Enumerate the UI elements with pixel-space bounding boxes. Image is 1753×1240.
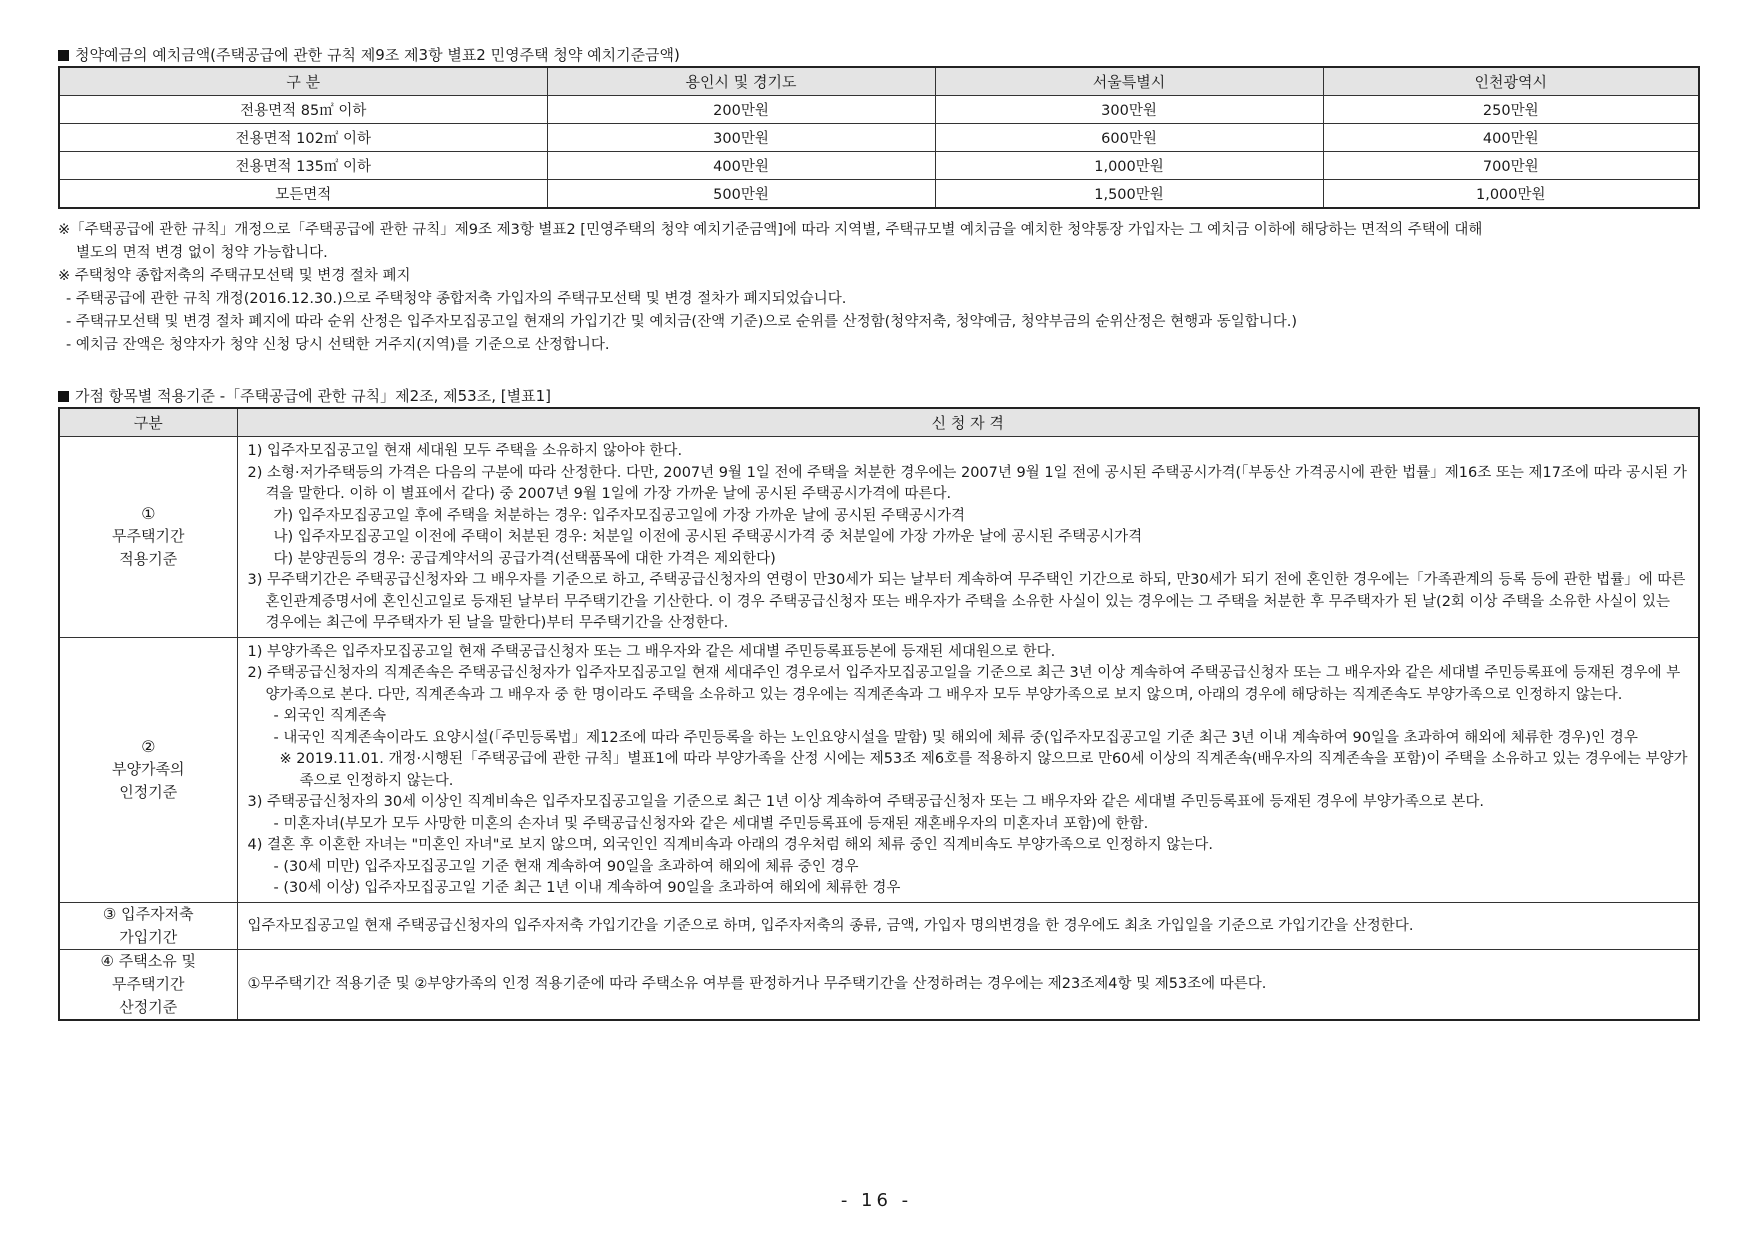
category-label: 무주택기간 (112, 974, 185, 993)
criteria-section-title: 가점 항목별 적용기준 -「주택공급에 관한 규칙」제2조, 제53조, [별표1] (58, 385, 1700, 407)
category-cell (59, 437, 237, 638)
criteria-table (58, 407, 1700, 1021)
table-cell: 1,500만원 (935, 180, 1323, 209)
criteria-line: 가) 입주자모집공고일 후에 주택을 처분하는 경우: 입주자모집공고일에 가장 가까운 날에 공시된 주택공시가격 (273, 507, 966, 524)
table-cell: 300만원 (547, 124, 935, 152)
page-number: - 16 - (840, 1190, 913, 1211)
table-header-row (59, 408, 1699, 437)
table-header-row (59, 67, 1699, 96)
table-cell: 250만원 (1323, 96, 1699, 124)
category-label: 인정기준 (119, 783, 178, 801)
category-cell (59, 637, 237, 902)
table-header-cell: 구분 (59, 408, 237, 437)
table-row (59, 180, 1699, 209)
criteria-line: - 외국인 직계존속 (273, 708, 386, 724)
category-label: 가입기간 (119, 927, 178, 946)
table-cell: 500만원 (547, 180, 935, 209)
category-label: 무주택기간 (112, 527, 185, 546)
criteria-line: 3) 무주택기간은 주택공급신청자와 그 배우자를 기준으로 하고, 주택공급신청자의 연령이 만30세가 되는 날부터 계속하여 무주택인 기간으로 하되, 만30세가 되기 전에 혼인한 경우에는「가족관계의 등록 등에 관한 법률」에 따른 혼인관계증명서에 혼인신고일로 등재된 날부터 무주택기간을 기산한다. 이 경우 주택공급신청자 또는 배우자가 주택을 소유한 사실이 있는 경우에는 그 주택을 처분한 후 무주택자가 된 날(2회 이상 주택을 소유한 사실이 있는 경우에는 최근에 무주택자가 된 날을 말한다)부터 무주택기간을 산정한다. (247, 572, 1686, 631)
criteria-line: ①무주택기간 적용기준 및 ②부양가족의 인정 적용기준에 따라 주택소유 여부를 판정하거나 무주택기간을 산정하려는 경우에는 제23조제4항 및 제53조에 따른다. (247, 976, 1267, 993)
category-label: 적용기준 (119, 550, 178, 569)
criteria-line: 3) 주택공급신청자의 30세 이상인 직계비속은 입주자모집공고일을 기준으로 최근 1년 이상 계속하여 주택공급신청자 또는 그 배우자와 같은 세대별 주민등록표에 등재된 경우에 부양가족으로 본다. (247, 794, 1484, 810)
category-label: ③ 입주자저축 (102, 904, 194, 923)
table-header-cell: 서울특별시 (935, 67, 1323, 96)
table-cell: 400만원 (1323, 124, 1699, 152)
table-row (59, 96, 1699, 124)
table-header-cell: 구 분 (59, 67, 547, 96)
table-cell: 1,000만원 (1323, 180, 1699, 209)
criteria-line: ※ 2019.11.01. 개정·시행된「주택공급에 관한 규칙」별표1에 따라 부양가족을 산정 시에는 제53조 제6호를 적용하지 않으므로 만60세 이상의 직계존속(배우자의 직계존속을 포함)이 주택을 소유하고 있는 경우에는 부양가족으로 인정하지 않는다. (279, 751, 1688, 789)
table-row (59, 152, 1699, 180)
criteria-line: - 미혼자녀(부모가 모두 사망한 미혼의 손자녀 및 주택공급신청자와 같은 세대별 주민등록표에 등재된 재혼배우자의 미혼자녀 포함)에 한함. (273, 815, 1149, 832)
note-line: - 주택규모선택 및 변경 절차 폐지에 따라 순위 산정은 입주자모집공고일 현재의 가입기간 및 예치금(잔액 기준)으로 순위를 산정함(청약저축, 청약예금, 청약부금의 순위산정은 현행과 동일합니다.) (66, 314, 1298, 330)
document-page (58, 44, 1700, 1021)
category-number: ② (141, 737, 156, 756)
category-label: 산정기준 (119, 997, 178, 1016)
criteria-cell (237, 637, 1699, 902)
table-cell: 모든면적 (59, 180, 547, 209)
category-label: 부양가족의 (112, 760, 185, 778)
table-row (59, 437, 1699, 638)
note-line: ※ 주택청약 종합저축의 주택규모선택 및 변경 절차 폐지 (58, 268, 411, 284)
criteria-line: 1) 부양가족은 입주자모집공고일 현재 주택공급신청자 또는 그 배우자와 같은 세대별 주민등록표등본에 등재된 세대원으로 한다. (247, 643, 1056, 660)
criteria-line: 4) 결혼 후 이혼한 자녀는 "미혼인 자녀"로 보지 않으며, 외국인인 직계비속과 아래의 경우처럼 해외 체류 중인 직계비속도 부양가족으로 인정하지 않는다. (247, 837, 1213, 853)
criteria-line: - 내국인 직계존속이라도 요양시설(「주민등록법」제12조에 따라 주민등록을 하는 노인요양시설을 말함) 및 해외에 체류 중(입주자모집공고일 기준 최근 3년 이내 계속하여 90일을 초과하여 해외에 체류한 경우)인 경우 (273, 729, 1638, 746)
square-bullet-icon (58, 391, 69, 402)
table-cell: 700만원 (1323, 152, 1699, 180)
criteria-line: 다) 분양권등의 경우: 공급계약서의 공급가격(선택품목에 대한 가격은 제외한다) (273, 550, 776, 567)
criteria-cell (237, 902, 1699, 949)
note-line: 별도의 면적 변경 없이 청약 가능합니다. (76, 245, 328, 261)
table-header-cell: 인천광역시 (1323, 67, 1699, 96)
criteria-line: - (30세 미만) 입주자모집공고일 기준 현재 계속하여 90일을 초과하여 해외에 체류 중인 경우 (273, 858, 859, 875)
square-bullet-icon (58, 50, 69, 61)
criteria-line: 2) 주택공급신청자의 직계존속은 주택공급신청자가 입주자모집공고일 현재 세대주인 경우로서 입주자모집공고일을 기준으로 최근 3년 이상 계속하여 주택공급신청자 또는 그 배우자와 같은 세대별 주민등록표에 등재된 경우에 부양가족으로 본다. 다만, 직계존속과 그 배우자 중 한 명이라도 주택을 소유하고 있는 경우에는 직계존속과 그 배우자 모두 부양가족으로 보지 않으며, 아래의 경우에 해당하는 직계존속도 부양가족으로 인정하지 않는다. (247, 665, 1681, 703)
criteria-line: - (30세 이상) 입주자모집공고일 기준 최근 1년 이내 계속하여 90일을 초과하여 해외에 체류한 경우 (273, 880, 901, 896)
table-row (59, 124, 1699, 152)
criteria-line: 1) 입주자모집공고일 현재 세대원 모두 주택을 소유하지 않아야 한다. (247, 443, 683, 459)
criteria-line: 입주자모집공고일 현재 주택공급신청자의 입주자저축 가입기간을 기준으로 하며, 입주자저축의 종류, 금액, 가입자 명의변경을 한 경우에도 최초 가입일을 기준으로 가입기간을 산정한다. (247, 917, 1414, 934)
table-row (59, 949, 1699, 1020)
table-row (59, 902, 1699, 949)
table-cell: 400만원 (547, 152, 935, 180)
criteria-line: 2) 소형·저가주택등의 가격은 다음의 구분에 따라 산정한다. 다만, 2007년 9월 1일 전에 주택을 처분한 경우에는 2007년 9월 1일 전에 공시된 주택공시가격(「부동산 가격공시에 관한 법률」제16조 또는 제17조에 따라 공시된 가격을 말한다. 이하 이 별표에서 같다) 중 2007년 9월 1일에 가장 가까운 날에 공시된 주택공시가격에 따른다. (247, 464, 1687, 502)
note-line: - 예치금 잔액은 청약자가 청약 신청 당시 선택한 거주지(지역)를 기준으로 산정합니다. (66, 337, 610, 353)
table-cell: 전용면적 85㎡ 이하 (59, 96, 547, 124)
criteria-cell (237, 949, 1699, 1020)
category-label: ④ 주택소유 및 (100, 951, 196, 970)
category-number: ① (141, 504, 156, 524)
criteria-line: 나) 입주자모집공고일 이전에 주택이 처분된 경우: 처분일 이전에 공시된 주택공시가격 중 처분일에 가장 가까운 날에 공시된 주택공시가격 (273, 529, 1143, 545)
table-row (59, 637, 1699, 902)
table-cell: 1,000만원 (935, 152, 1323, 180)
deposit-table (58, 66, 1700, 209)
table-header-cell: 신 청 자 격 (237, 408, 1699, 437)
category-cell (59, 902, 237, 949)
table-cell: 600만원 (935, 124, 1323, 152)
deposit-section-title: 청약예금의 예치금액(주택공급에 관한 규칙 제9조 제3항 별표2 민영주택 청약 예치기준금액) (58, 44, 1700, 66)
table-cell: 300만원 (935, 96, 1323, 124)
note-line: ※「주택공급에 관한 규칙」개정으로「주택공급에 관한 규칙」제9조 제3항 별표2 [민영주택의 청약 예치기준금액]에 따라 지역별, 주택규모별 예치금을 예치한 청약통장 가입자는 그 예치금 이하에 해당하는 면적의 주택에 대해 (58, 222, 1483, 238)
table-cell: 전용면적 135㎡ 이하 (59, 152, 547, 180)
table-cell: 200만원 (547, 96, 935, 124)
table-cell: 전용면적 102㎡ 이하 (59, 124, 547, 152)
deposit-notes (58, 219, 1700, 357)
category-cell (59, 949, 237, 1020)
table-header-cell: 용인시 및 경기도 (547, 67, 935, 96)
criteria-cell (237, 437, 1699, 638)
note-line: - 주택공급에 관한 규칙 개정(2016.12.30.)으로 주택청약 종합저축 가입자의 주택규모선택 및 변경 절차가 폐지되었습니다. (66, 291, 847, 307)
